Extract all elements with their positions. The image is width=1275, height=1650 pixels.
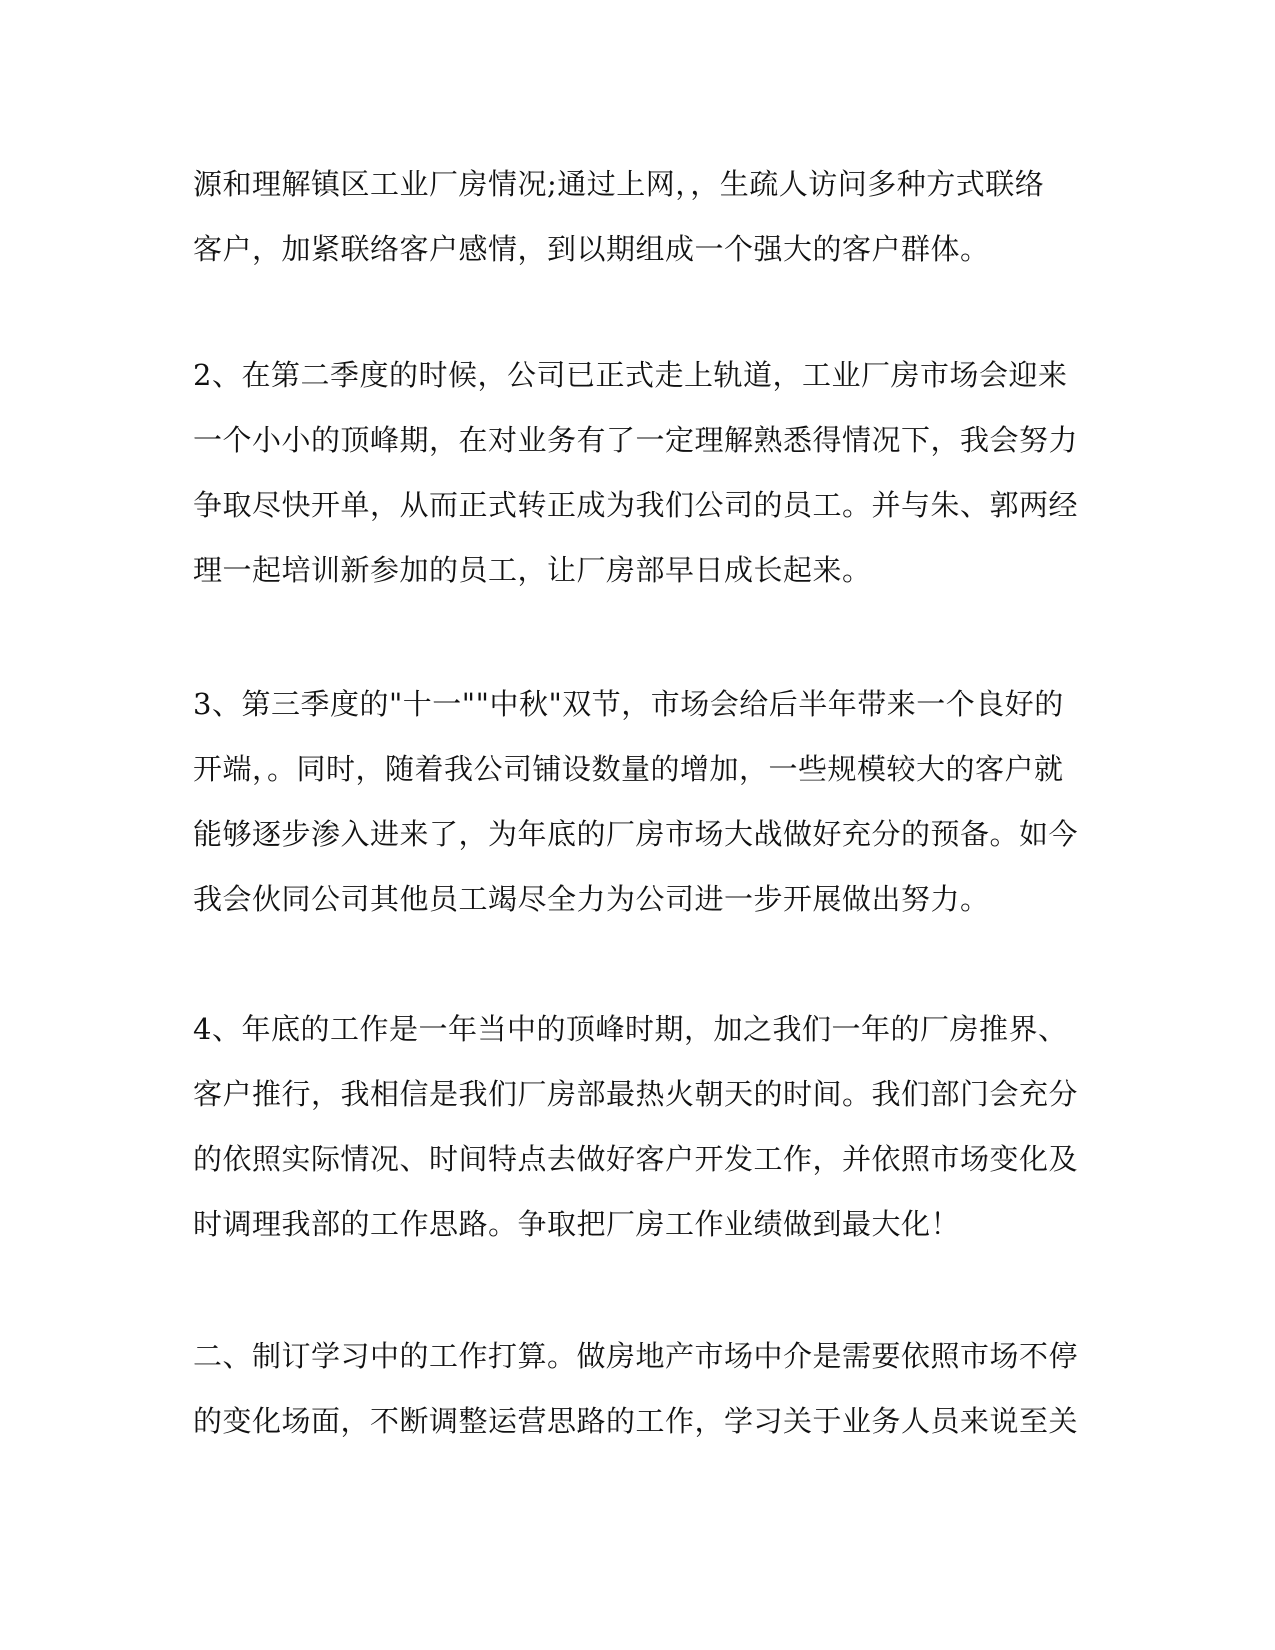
text-line: 源和理解镇区工业厂房情况;通过上网，，生疏人访问多种方式联络 [193, 167, 1045, 201]
paragraph-continuation [193, 152, 1073, 282]
text-line: 开端，。同时，随着我公司铺设数量的增加，一些规模较大的客户就 [193, 752, 1064, 786]
text-line: 我会伙同公司其他员工竭尽全力为公司进一步开展做出努力。 [193, 882, 990, 916]
text-line: 一个小小的顶峰期，在对业务有了一定理解熟悉得情况下，我会努力 [193, 423, 1079, 457]
paragraph-item-3 [193, 672, 1079, 932]
text-line: 时调理我部的工作思路。争取把厂房工作业绩做到最大化！ [193, 1207, 961, 1241]
text-line: 4、年底的工作是一年当中的顶峰时期，加之我们一年的厂房推界、 [193, 1012, 1068, 1046]
paragraph-item-4 [193, 997, 1079, 1257]
text-line: 二、制订学习中的工作打算。做房地产市场中介是需要依照市场不停 [193, 1339, 1079, 1373]
text-line: 理一起培训新参加的员工，让厂房部早日成长起来。 [193, 553, 872, 587]
text-line: 客户推行，我相信是我们厂房部最热火朝天的时间。我们部门会充分 [193, 1077, 1079, 1111]
text-line: 的变化场面，不断调整运营思路的工作，学习关于业务人员来说至关 [193, 1404, 1079, 1438]
text-line: 3、第三季度的"十一""中秋"双节，市场会给后半年带来一个良好的 [193, 687, 1064, 721]
paragraph-section-2 [193, 1324, 1079, 1454]
text-line: 的依照实际情况、时间特点去做好客户开发工作，并依照市场变化及 [193, 1142, 1079, 1176]
text-line: 客户，加紧联络客户感情，到以期组成一个强大的客户群体。 [193, 232, 990, 266]
paragraph-item-2 [193, 343, 1079, 603]
text-line: 2、在第二季度的时候，公司已正式走上轨道，工业厂房市场会迎来 [193, 358, 1068, 392]
text-line: 能够逐步渗入进来了，为年底的厂房市场大战做好充分的预备。如今 [193, 817, 1079, 851]
text-line: 争取尽快开单，从而正式转正成为我们公司的员工。并与朱、郭两经 [193, 488, 1079, 522]
